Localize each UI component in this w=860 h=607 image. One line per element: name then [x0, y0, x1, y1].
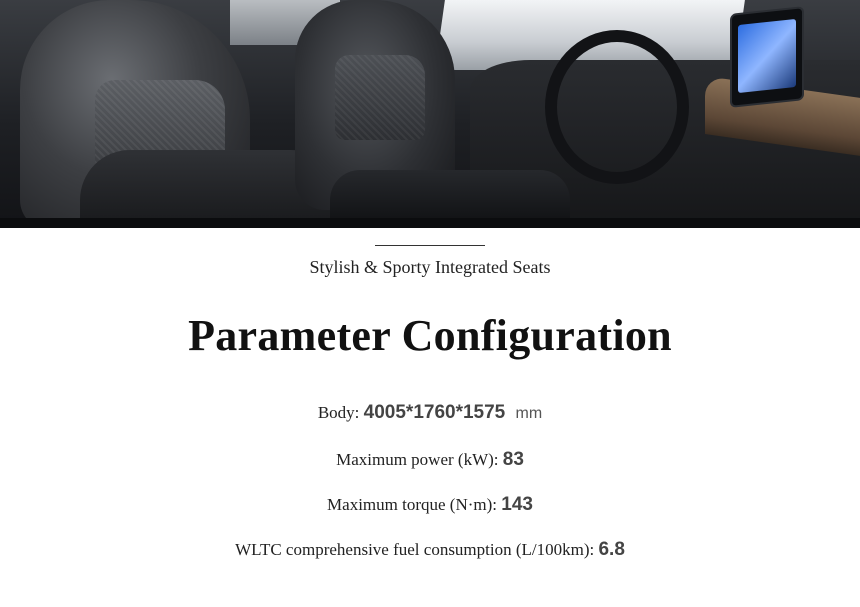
center-display	[730, 6, 804, 108]
spec-max-power	[0, 449, 860, 471]
spec-body-dimensions	[0, 402, 860, 424]
spec-label: Maximum torque (N·m):	[327, 495, 497, 514]
spec-max-torque	[0, 494, 860, 516]
spec-value: 6.8	[598, 539, 625, 560]
spec-value: 143	[501, 494, 533, 515]
spec-label: WLTC comprehensive fuel consumption (L/100km):	[235, 540, 595, 559]
passenger-seat-insert	[335, 55, 425, 140]
spec-fuel-consumption	[0, 539, 860, 561]
spec-label: Maximum power (kW):	[336, 450, 499, 469]
section-divider	[375, 245, 485, 246]
hero-bottom-edge	[0, 218, 860, 228]
spec-value: 4005*1760*1575	[363, 402, 506, 423]
section-title: Parameter Configuration	[188, 311, 672, 360]
hero-image-interior	[0, 0, 860, 228]
steering-wheel	[545, 30, 689, 184]
spec-label: Body:	[317, 403, 360, 422]
spec-unit: mm	[515, 405, 543, 422]
spec-value: 83	[502, 449, 524, 470]
feature-subtitle: Stylish & Sporty Integrated Seats	[309, 257, 551, 277]
